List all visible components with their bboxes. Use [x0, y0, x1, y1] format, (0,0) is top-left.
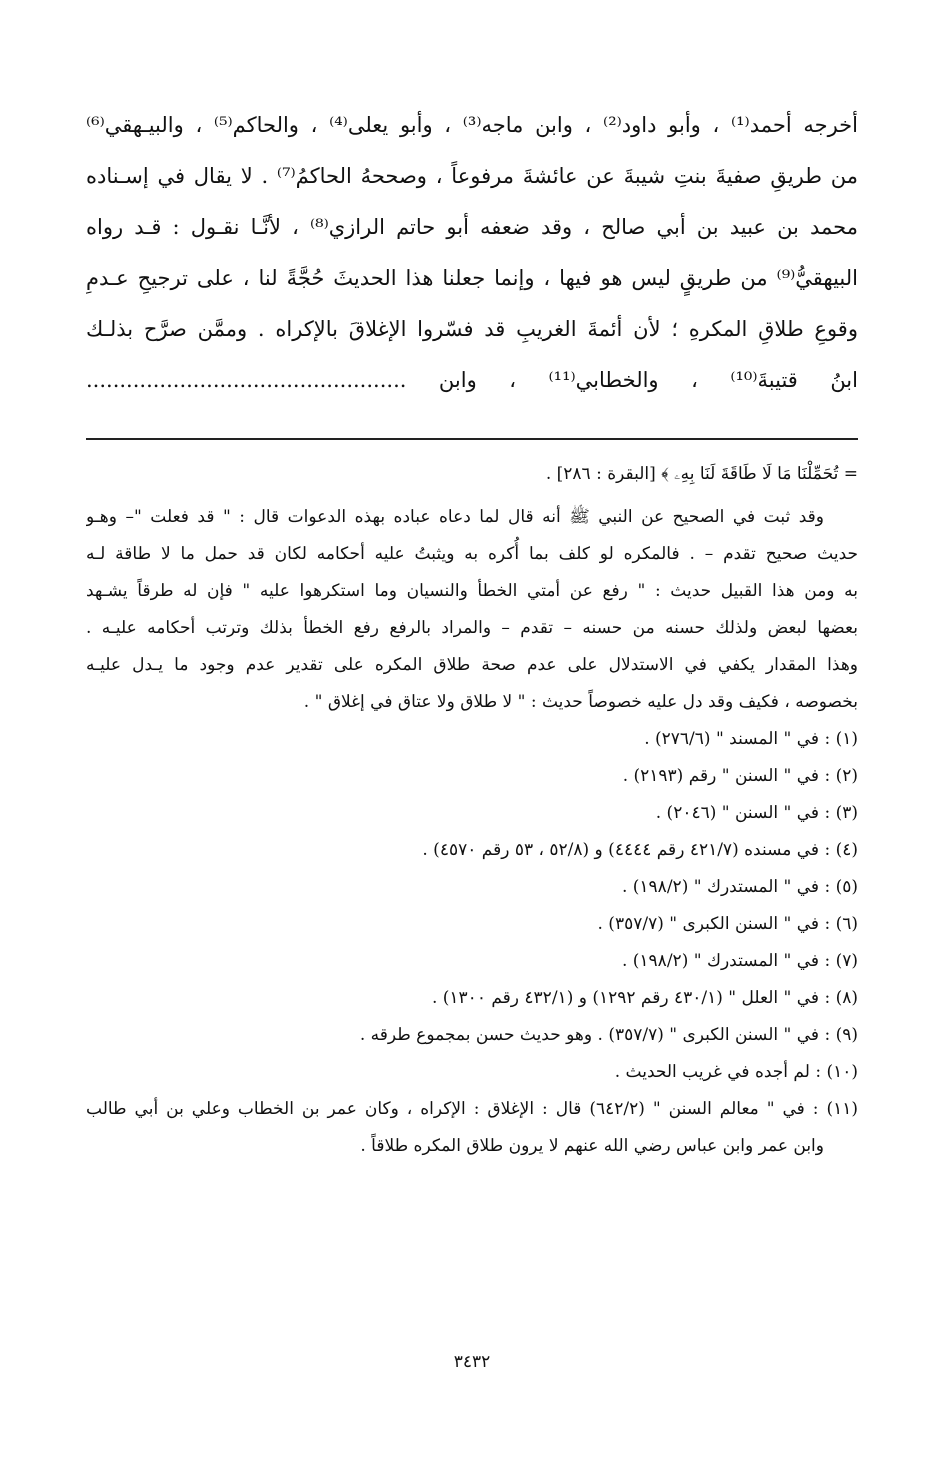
footnote-paragraph-line: وهذا المقدار يكفي في الاستدلال على عدم صحة طلاق المكره على تقدير عدم وجود ما يـدل عليـه	[86, 655, 858, 675]
footnote-item: (١٠) : لم أجده في غريب الحديث .	[614, 1062, 858, 1082]
main-text-line: أخرجه أحمد⁽¹⁾ ، وأبو داود⁽²⁾ ، وابن ماجه⁽³⁾ ، وأبو يعلى⁽⁴⁾ ، والحاكم⁽⁵⁾ ، والبيـهقي⁽⁶⁾	[86, 113, 858, 137]
footnote-item: (٢) : في " السنن " رقم (٢١٩٣) .	[622, 766, 858, 786]
footnote-continuation: = تُحَمِّلْنَا مَا لَا طَاقَةَ لَنَا بِهِۦ ﴾ [البقرة : ٢٨٦] .	[545, 464, 858, 484]
footnote-item: (٨) : في " العلل " (٤٣٠/١ رقم ١٢٩٢) و (٤٣٢/١ رقم ١٣٠٠) .	[431, 988, 858, 1008]
footnote-item: (٦) : في " السنن الكبرى " (٣٥٧/٧) .	[597, 914, 858, 934]
footnote-item: (٥) : في " المستدرك " (١٩٨/٢) .	[621, 877, 858, 897]
footnote-item: (١) : في " المسند " (٢٧٦/٦) .	[644, 729, 858, 749]
footnote-separator	[86, 438, 858, 440]
footnote-paragraph-line: بعضها لبعض ولذلك حسنه من حسنه – تقدم – والمراد بالرفع رفع الخطأ بذلك وترتب أحكامه عليـه .	[86, 618, 858, 638]
main-text-line: البيهقيُّ⁽⁹⁾ من طريقٍ ليس هو فيها ، وإنما جعلنا هذا الحديثَ حُجَّةً لنا ، على ترجيحِ عـدمِ	[86, 266, 858, 290]
footnote-item: (٤) : في مسنده (٤٢١/٧ رقم ٤٤٤٤) و (٥٢/٨ ، ٥٣ رقم ٤٥٧٠) .	[422, 840, 858, 860]
main-text-line: ابنُ قتيبةَ⁽¹⁰⁾ ، والخطابي⁽¹¹⁾ ، وابن ................................................	[86, 368, 858, 392]
footnote-paragraph-line: بخصوصه ، فكيف وقد دل عليه خصوصاً حديث : " لا طلاق ولا عتاق في إغلاق " .	[303, 692, 858, 712]
footnote-item-11-line: وابن عمر وابن عباس رضي الله عنهم لا يرون طلاق المكره طلاقاً .	[360, 1136, 824, 1156]
main-text-line: وقوعِ طلاقِ المكرهِ ؛ لأن أئمةَ الغريبِ قد فسّروا الإغلاقَ بالإكراه . وممَّن صرَّح بذلـك	[86, 317, 858, 341]
footnote-paragraph-line: به ومن هذا القبيل حديث : " رفع عن أمتي الخطأ والنسيان وما استكرهوا عليه " فإن له طرقاً يشـهد	[86, 581, 858, 601]
footnotes	[86, 456, 858, 1165]
footnote-item-11-line: (١١) : في " معالم السنن " (٦٤٢/٢) قال : الإغلاق : الإكراه ، وكان عمر بن الخطاب وعلي بن أبي طالب	[86, 1099, 858, 1119]
main-text	[86, 100, 858, 406]
footnote-item: (٣) : في " السنن " (٢٠٤٦) .	[655, 803, 858, 823]
main-text-line: محمد بن عبيد بن أبي صالح ، وقد ضعفه أبو حاتم الرازي⁽⁸⁾ ، لأنَّـا نقـول : قـد رواه	[86, 215, 858, 239]
footnote-item: (٧) : في " المستدرك " (١٩٨/٢) .	[621, 951, 858, 971]
footnote-paragraph-line: وقد ثبت في الصحيح عن النبي ﷺ أنه قال لما دعاه عباده بهذه الدعوات قال : " قد فعلت "– وهـو	[86, 507, 824, 527]
main-text-line: من طريقِ صفيةَ بنتِ شيبةَ عن عائشةَ مرفوعاً ، وصححهُ الحاكمُ⁽⁷⁾ . لا يقال في إسـناده	[86, 164, 858, 188]
footnote-item: (٩) : في " السنن الكبرى " (٣٥٧/٧) . وهو حديث حسن بمجموع طرقه .	[359, 1025, 858, 1045]
page-number: ٣٤٣٢	[453, 1352, 491, 1372]
footnote-paragraph-line: حديث صحيح تقدم – . فالمكره لو كلف بما أُكره به ويثبتُ عليه أحكامه لكان قد حمل ما لا طاقة لـه	[86, 544, 858, 564]
